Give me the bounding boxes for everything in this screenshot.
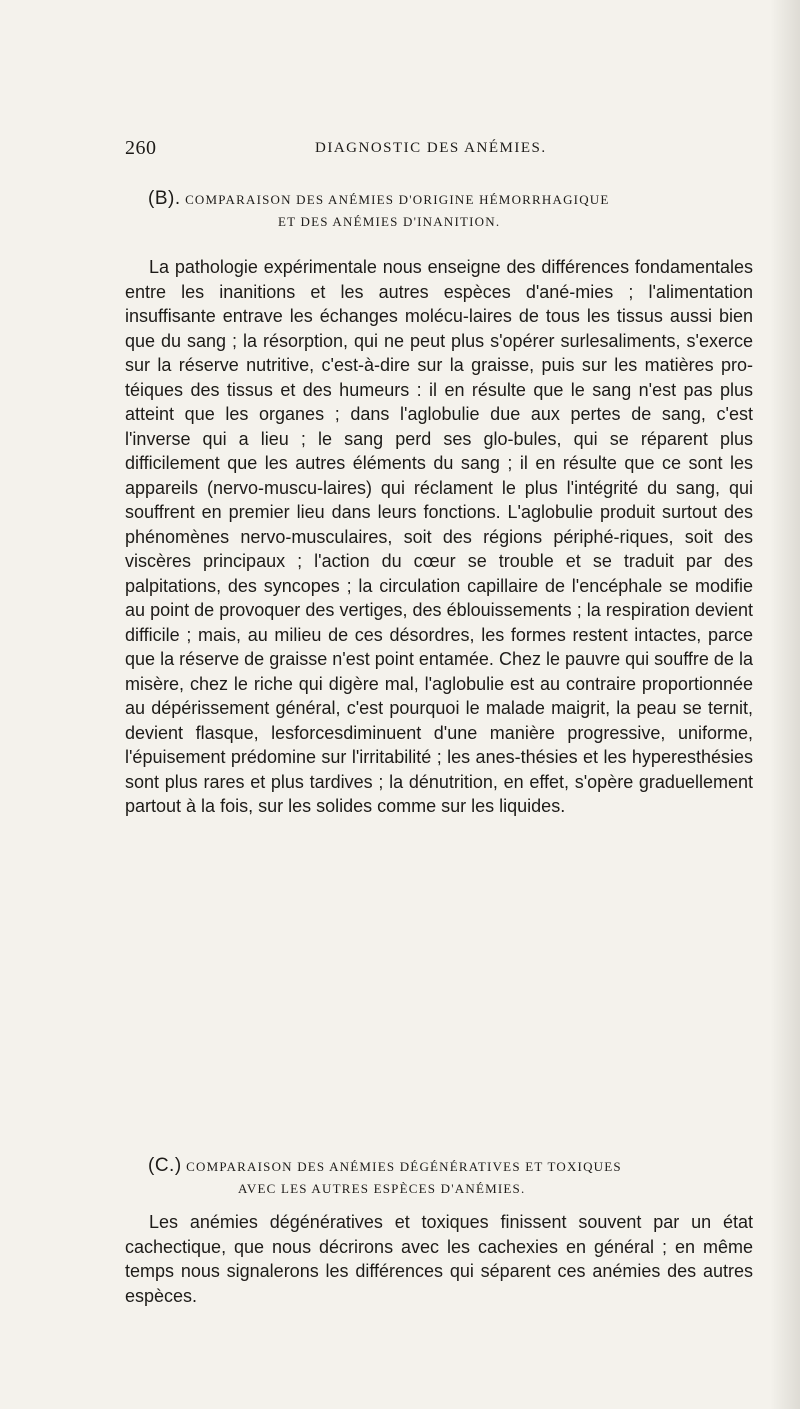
section-b-heading	[148, 188, 748, 233]
section-c-heading-line1: COMPARAISON DES ANÉMIES DÉGÉNÉRATIVES ET TOXIQUES	[186, 1159, 622, 1174]
section-b-heading-line1: COMPARAISON DES ANÉMIES D'ORIGINE HÉMORRHAGIQUE	[185, 192, 610, 207]
running-title: DIAGNOSTIC DES ANÉMIES.	[315, 140, 547, 156]
page-number: 260	[125, 137, 157, 159]
page-edge-shadow	[770, 0, 800, 1409]
section-c-marker: (C.)	[148, 1155, 182, 1176]
section-c-heading	[148, 1155, 748, 1200]
section-b-marker: (B).	[148, 188, 181, 209]
running-head	[125, 137, 755, 161]
section-b-heading-line2: ET DES ANÉMIES D'INANITION.	[278, 214, 501, 229]
section-b-paragraph: La pathologie expérimentale nous enseigne des différences fondamentales entre les inanitions et les autres espèces d'ané-mies ; l'alimentation insuffisante entrave les échanges molécu-laires de tous les tissus aussi bien que du sang ; la résorption, qui ne peut plus s'opérer surlesaliments, s'exerce sur la réserve nutritive, c'est-à-dire sur la graisse, puis sur les matières pro-téiques des tissus et des humeurs : il en résulte que le sang n'est pas plus atteint que les organes ; dans l'aglobulie due aux pertes de sang, c'est l'inverse qui a lieu ; le sang perd ses glo-bules, qui se réparent plus difficilement que les autres éléments du sang ; il en résulte que ce sont les appareils (nervo-muscu-laires) qui réclament le plus l'intégrité du sang, qui souffrent en premier lieu dans leurs fonctions. L'aglobulie produit surtout des phénomènes nervo-musculaires, soit des régions périphé-riques, soit des viscères principaux ; l'action du cœur se trouble et se traduit par des palpitations, des syncopes ; la circulation capillaire de l'encéphale se modifie au point de provoquer des vertiges, des éblouissements ; la respiration devient difficile ; mais, au milieu de ces désordres, les formes restent intactes, parce que la réserve de graisse n'est point entamée. Chez le pauvre qui souffre de la misère, chez le riche qui digère mal, l'aglobulie est au contraire proportionnée au dépérissement général, c'est pourquoi le malade maigrit, la peau se ternit, devient flasque, lesforcesdiminuent d'une manière progressive, uniforme, l'épuisement prédomine sur l'irritabilité ; les anes-thésies et les hyperesthésies sont plus rares et plus tardives ; la dénutrition, en effet, s'opère graduellement partout à la fois, sur les solides comme sur les liquides.	[125, 257, 753, 816]
section-c-heading-line2: AVEC LES AUTRES ESPÈCES D'ANÉMIES.	[238, 1181, 526, 1196]
section-c-paragraph: Les anémies dégénératives et toxiques finissent souvent par un état cachectique, que nous décrirons avec les cachexies en général ; en même temps nous signalerons les différences qui séparent ces anémies des autres espèces.	[125, 1212, 753, 1306]
